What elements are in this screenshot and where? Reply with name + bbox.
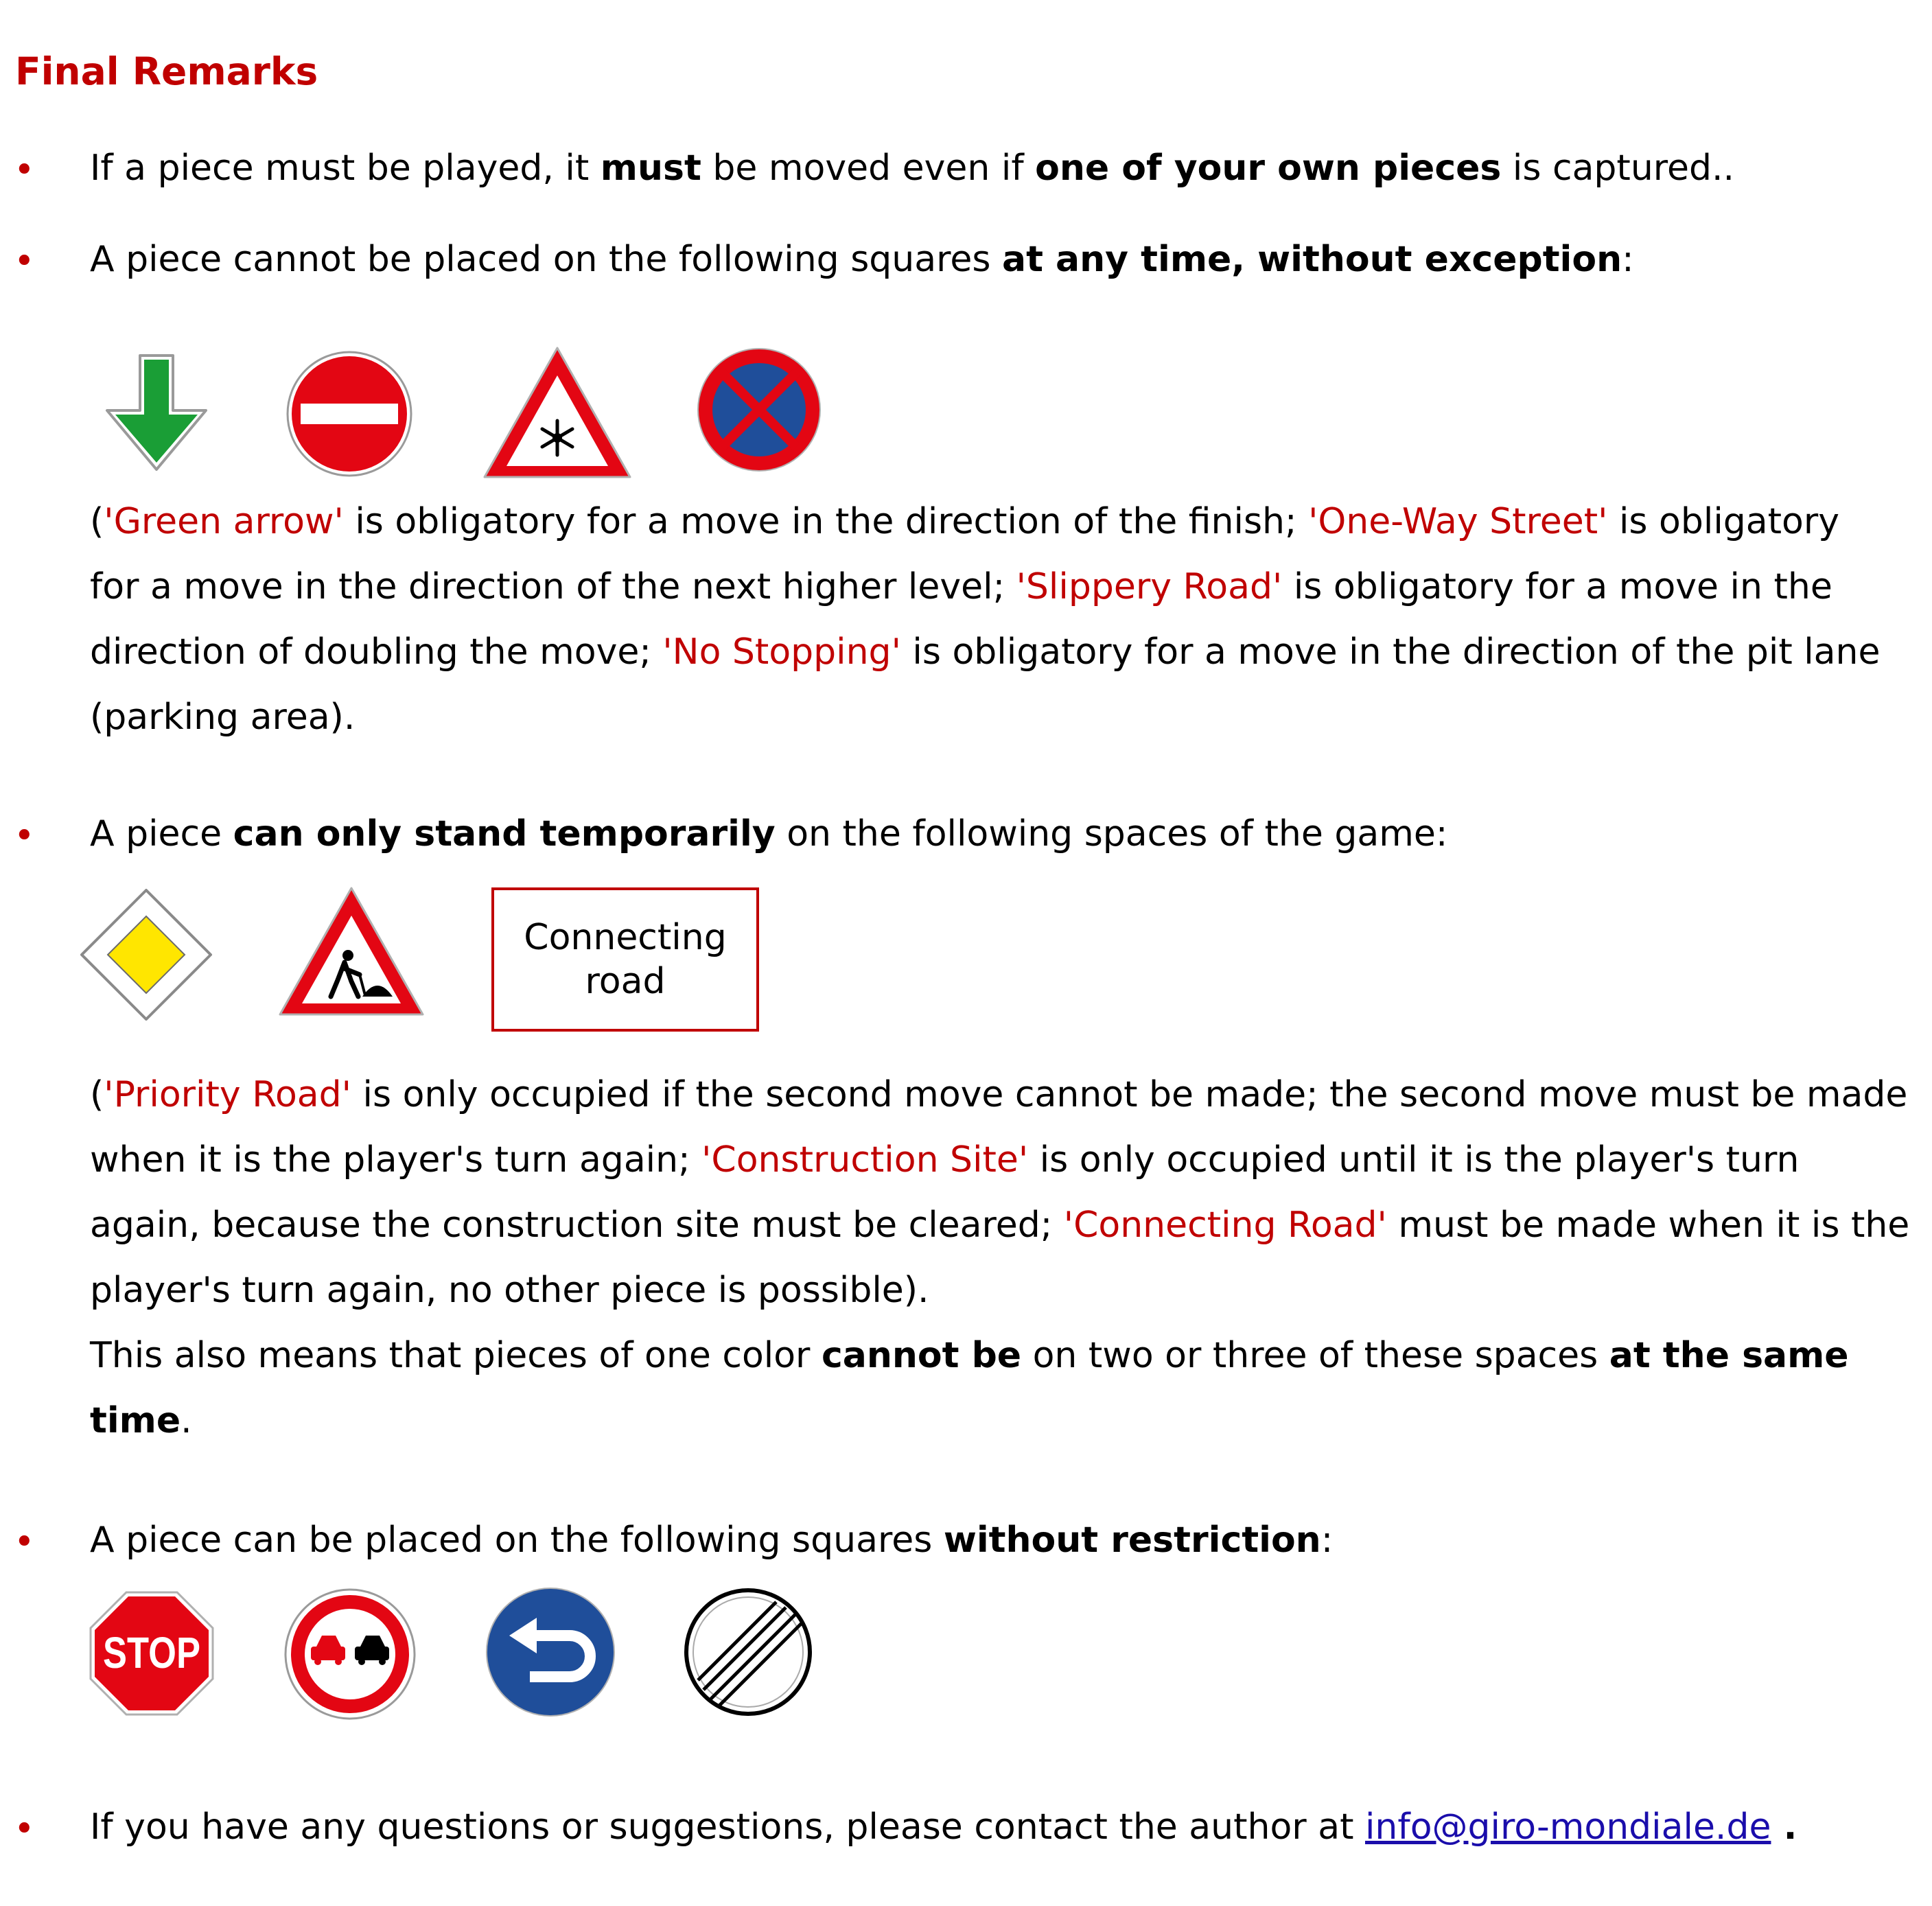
list-item-4: A piece can be placed on the following squares without restriction: — [90, 1520, 1334, 1561]
slippery-road-icon — [482, 345, 633, 480]
bullet-3: • — [14, 815, 35, 857]
list-item-3: A piece can only stand temporarily on the following spaces of the game: — [90, 813, 1448, 855]
bullet-5: • — [14, 1809, 35, 1850]
page-title: Final Remarks — [15, 49, 318, 93]
stop-icon — [89, 1591, 214, 1716]
bullet-1: • — [14, 150, 35, 191]
author-email-link[interactable]: info@giro-mondiale.de — [1364, 1806, 1771, 1848]
explanation-paragraph-1: ('Green arrow' is obligatory for a move in the direction of the finish; 'One-Way Street' is obligatory for a move in the direction of the next higher level; 'Slippery Road' is obligatory for a move in the direction of doubling the move; 'No Stopping' is obligatory for a move in the direction of the pit lane (parking area). — [90, 501, 1881, 738]
bullet-2: • — [14, 241, 35, 282]
connecting-road-box: Connecting road — [491, 887, 759, 1032]
priority-road-icon — [79, 887, 213, 1022]
end-of-restrictions-icon — [683, 1587, 813, 1717]
green-arrow-down-icon — [95, 351, 218, 475]
no-entry-icon — [286, 350, 413, 478]
bullet-4: • — [14, 1522, 35, 1563]
list-item-1: If a piece must be played, it must be moved even if one of your own pieces is captured.. — [90, 148, 1735, 189]
list-item-5: If you have any questions or suggestions, please contact the author at info@giro-mondiale.de . — [90, 1806, 1797, 1848]
list-item-2: A piece cannot be placed on the following squares at any time, without exception: — [90, 239, 1634, 280]
explanation-paragraph-2: ('Priority Road' is only occupied if the second move cannot be made; the second move must be made when it is the player's turn again; 'Construction Site' is only occupied until it is the player's turn again, because the construction site must be cleared; 'Connecting Road' must be made when it is the player's turn again, no other piece is possible). This also means that pieces of one color cannot be on two or three of these spaces at the same time. — [90, 1074, 1910, 1441]
u-turn-icon — [485, 1586, 616, 1718]
stop-sign-text: STOP — [103, 1629, 200, 1678]
construction-site-icon — [277, 885, 426, 1017]
no-stopping-icon — [696, 347, 822, 473]
no-overtaking-icon — [283, 1588, 417, 1721]
